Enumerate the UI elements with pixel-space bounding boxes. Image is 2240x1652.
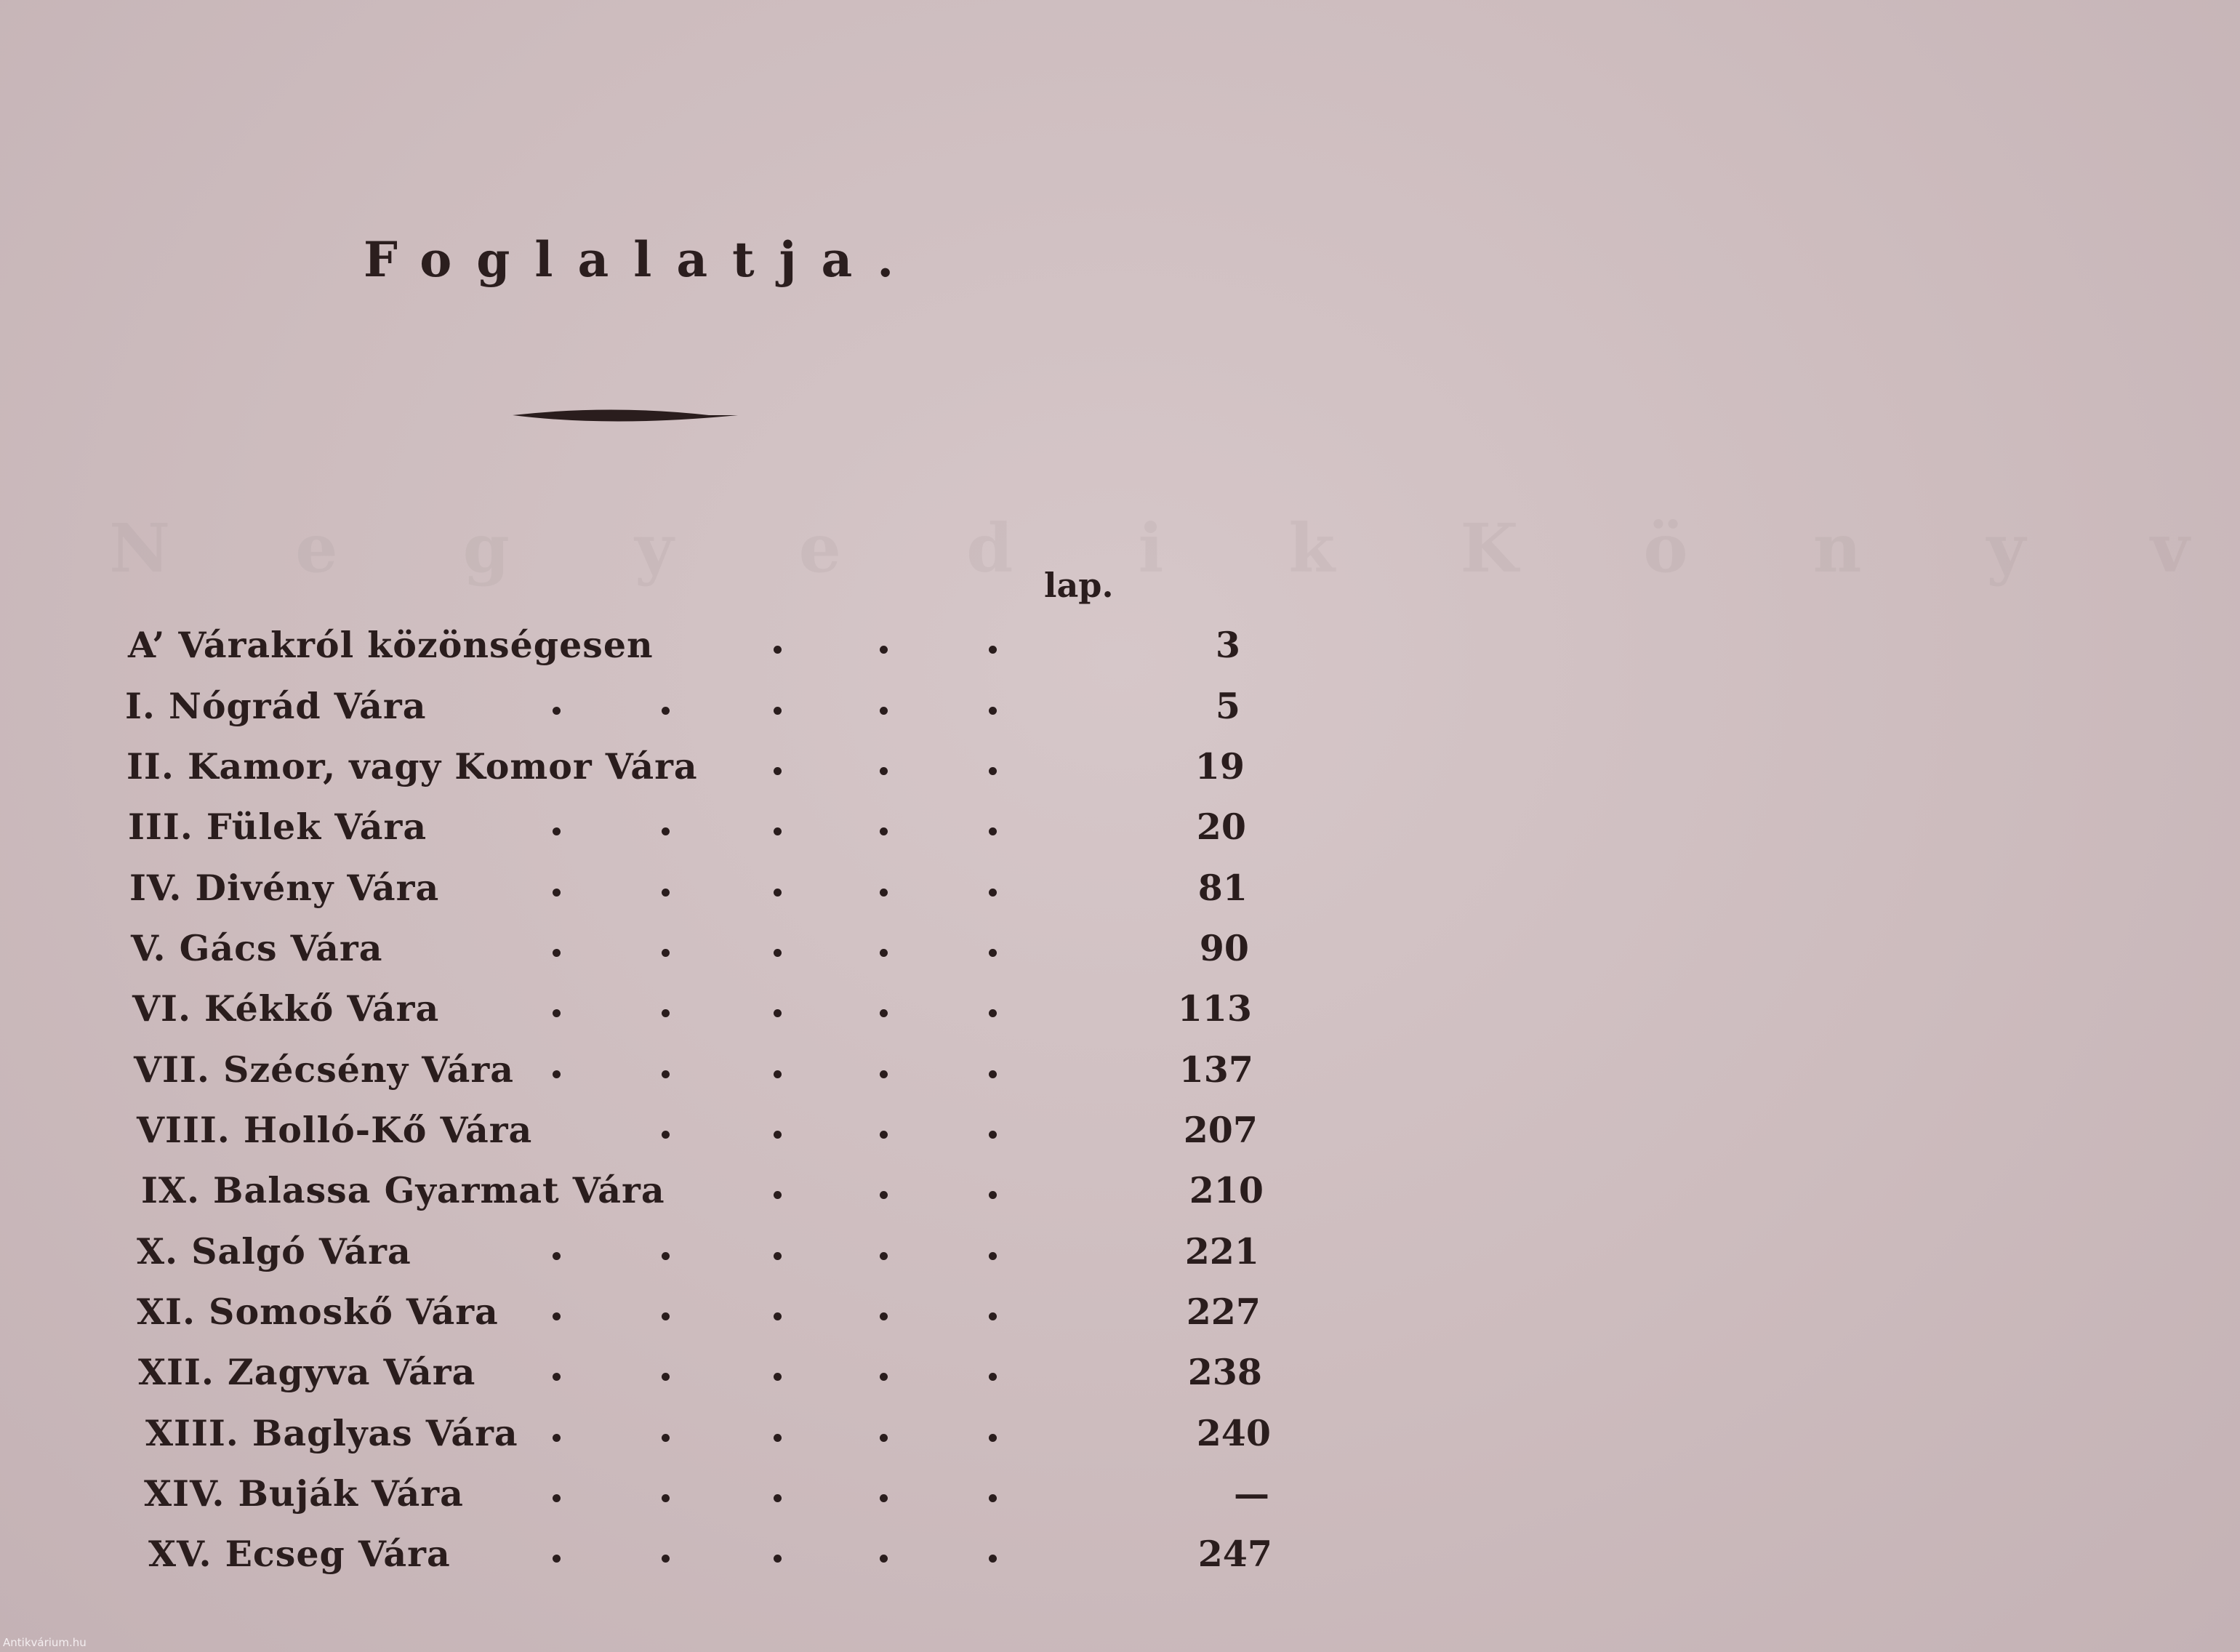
toc-entry-title: X. Salgó Vára <box>137 1230 412 1272</box>
leader-dot <box>989 1434 997 1442</box>
leader-dot <box>553 1312 561 1320</box>
leader-dot <box>989 1373 997 1381</box>
leader-dot <box>989 707 997 715</box>
leader-dot <box>989 949 997 957</box>
toc-entry-title: XIII. Baglyas Vára <box>145 1412 518 1454</box>
leader-dot <box>553 1373 561 1381</box>
leader-dot <box>774 1009 782 1017</box>
toc-entry-page: 207 <box>1183 1109 1258 1151</box>
leader-dot <box>989 827 997 835</box>
leader-dot <box>880 1131 888 1139</box>
toc-entry-page: 247 <box>1197 1533 1272 1575</box>
leader-dot <box>989 1252 997 1260</box>
leader-dot <box>662 1009 670 1017</box>
leader-dot <box>774 949 782 957</box>
leader-dot <box>989 1131 997 1139</box>
toc-entry-title: XII. Zagyva Vára <box>138 1351 476 1393</box>
leader-dot <box>553 1009 561 1017</box>
leader-dot <box>553 1434 561 1442</box>
contents-heading: Foglalatja. <box>364 231 919 288</box>
leader-dot <box>989 889 997 897</box>
leader-dot <box>774 1434 782 1442</box>
leader-dot <box>880 949 888 957</box>
leader-dot <box>774 827 782 835</box>
leader-dot <box>989 1070 997 1078</box>
leader-dot <box>553 707 561 715</box>
leader-dot <box>880 1009 888 1017</box>
toc-entry-title: III. Fülek Vára <box>128 806 427 848</box>
leader-dot <box>880 707 888 715</box>
leader-dot <box>553 1252 561 1260</box>
leader-dot <box>662 889 670 897</box>
leader-dot <box>880 1252 888 1260</box>
leader-dot <box>880 1555 888 1563</box>
toc-entry-page: 90 <box>1199 927 1249 969</box>
leader-dot <box>774 1555 782 1563</box>
leader-dot <box>880 1373 888 1381</box>
leader-dot <box>662 1131 670 1139</box>
toc-entry-title: V. Gács Vára <box>131 927 383 969</box>
leader-dot <box>774 707 782 715</box>
leader-dot <box>989 767 997 775</box>
toc-entry-page: 20 <box>1196 806 1246 848</box>
toc-entry-page: 227 <box>1186 1291 1261 1333</box>
show-through-text <box>109 509 2240 588</box>
leader-dot <box>774 1252 782 1260</box>
leader-dot <box>662 1070 670 1078</box>
leader-dot <box>989 1494 997 1502</box>
leader-dot <box>774 646 782 654</box>
leader-dot <box>989 1312 997 1320</box>
leader-dot <box>989 1555 997 1563</box>
leader-dot <box>989 1191 997 1199</box>
watermark: Antikvárium.hu <box>3 1636 87 1649</box>
leader-dot <box>989 646 997 654</box>
leader-dot <box>880 889 888 897</box>
toc-entry-page: 240 <box>1196 1412 1271 1454</box>
decorative-rule <box>483 406 738 425</box>
toc-entry-title: XIV. Buják Vára <box>144 1472 464 1515</box>
leader-dot <box>553 889 561 897</box>
leader-dot <box>880 827 888 835</box>
toc-entry-title: XV. Ecseg Vára <box>148 1533 451 1575</box>
toc-entry-page: 81 <box>1197 867 1248 909</box>
leader-dot <box>662 1252 670 1260</box>
leader-dot <box>553 1555 561 1563</box>
toc-entry-page: 5 <box>1215 685 1240 727</box>
leader-dot <box>662 1494 670 1502</box>
toc-entry-page: 210 <box>1189 1169 1264 1211</box>
toc-entry-title: VI. Kékkő Vára <box>132 987 440 1030</box>
leader-dot <box>774 767 782 775</box>
toc-entry-page: — <box>1234 1472 1269 1515</box>
leader-dot <box>662 1434 670 1442</box>
toc-entry-page: 137 <box>1179 1048 1253 1091</box>
toc-entry-page: 19 <box>1195 745 1245 787</box>
leader-dot <box>880 767 888 775</box>
leader-dot <box>774 1494 782 1502</box>
leader-dot <box>880 1312 888 1320</box>
leader-dot <box>774 1312 782 1320</box>
toc-entry-title: IV. Divény Vára <box>129 867 440 909</box>
toc-entry-page: 238 <box>1187 1351 1262 1393</box>
leader-dot <box>880 1191 888 1199</box>
leader-dot <box>662 1373 670 1381</box>
toc-entry-page: 113 <box>1177 987 1252 1030</box>
toc-entry-title: VII. Szécsény Vára <box>134 1048 514 1091</box>
toc-entry-title: XI. Somoskő Vára <box>137 1291 499 1333</box>
leader-dot <box>553 1494 561 1502</box>
leader-dot <box>774 1131 782 1139</box>
leader-dot <box>774 1373 782 1381</box>
toc-entry-title: II. Kamor, vagy Komor Vára <box>127 745 698 787</box>
leader-dot <box>774 1191 782 1199</box>
leader-dot <box>774 1070 782 1078</box>
toc-entry-page: 3 <box>1215 624 1240 666</box>
leader-dot <box>662 949 670 957</box>
leader-dot <box>880 1434 888 1442</box>
leader-dot <box>662 1312 670 1320</box>
leader-dot <box>662 827 670 835</box>
page-column-label: lap. <box>1044 566 1114 605</box>
toc-entry-title: IX. Balassa Gyarmat Vára <box>141 1169 665 1211</box>
leader-dot <box>553 1070 561 1078</box>
toc-entry-title: A’ Várakról közönségesen <box>128 624 654 666</box>
leader-dot <box>553 949 561 957</box>
leader-dot <box>880 1494 888 1502</box>
leader-dot <box>774 889 782 897</box>
toc-entry-title: I. Nógrád Vára <box>125 685 427 727</box>
leader-dot <box>880 1070 888 1078</box>
leader-dot <box>553 827 561 835</box>
leader-dot <box>662 1555 670 1563</box>
toc-entry-page: 221 <box>1184 1230 1259 1272</box>
leader-dot <box>880 646 888 654</box>
leader-dot <box>989 1009 997 1017</box>
toc-entry-title: VIII. Holló-Kő Vára <box>137 1109 533 1151</box>
leader-dot <box>662 707 670 715</box>
